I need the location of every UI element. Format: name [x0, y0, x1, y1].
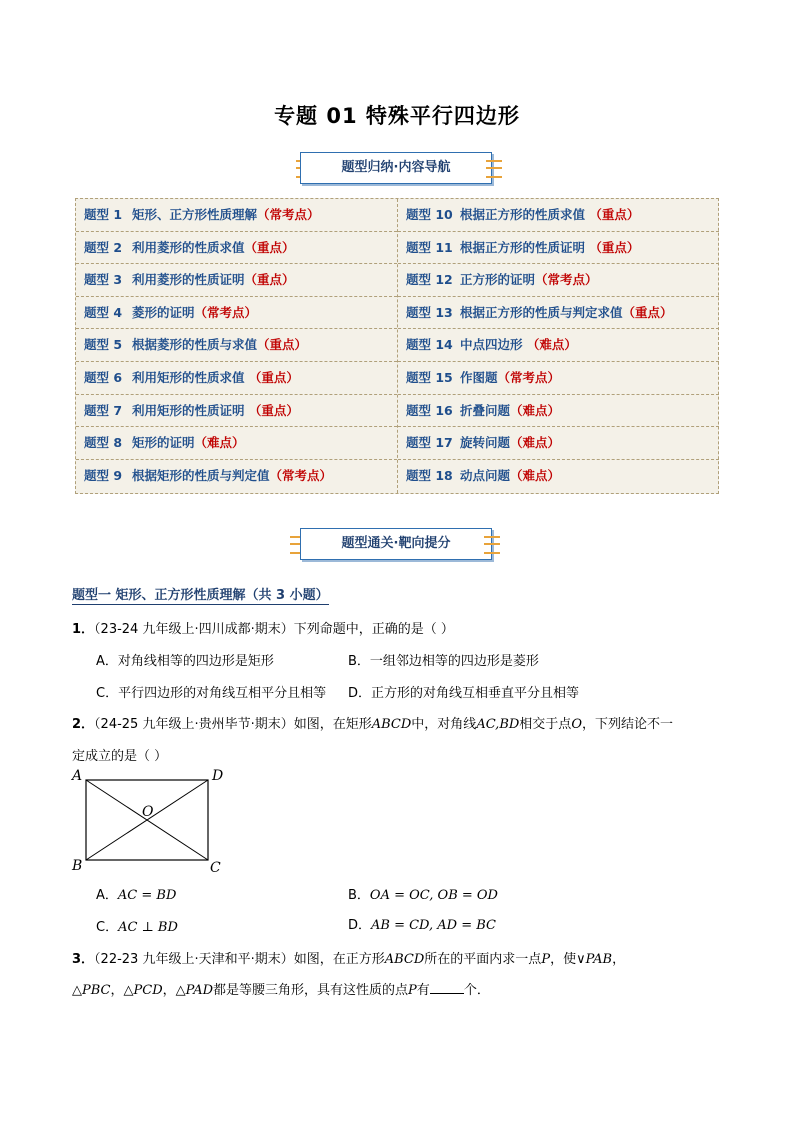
- nav-item[interactable]: 题型 2 利用菱形的性质求值（重点）: [76, 232, 397, 265]
- question-1-option-d[interactable]: D．正方形的对角线互相垂直平分且相等: [348, 686, 580, 701]
- vertex-label-a: A: [72, 768, 83, 784]
- vertex-label-c: C: [210, 860, 221, 876]
- nav-item[interactable]: 题型 8 矩形的证明（难点）: [76, 427, 397, 460]
- question-3-stem-line-2: △PBC，△PCD，△PAD都是等腰三角形，具有这性质的点P有 个．: [72, 983, 490, 998]
- question-2-option-b[interactable]: B．OA = OC, OB = OD: [348, 888, 498, 903]
- question-2-option-c[interactable]: C．AC ⊥ BD: [96, 920, 178, 935]
- question-1-option-c[interactable]: C．平行四边形的对角线互相平分且相等: [96, 686, 327, 701]
- question-1-stem: 1．（23-24 九年级上·四川成都·期末）下列命题中，正确的是（ ）: [72, 622, 454, 637]
- rectangle-figure: [66, 764, 230, 878]
- page-title: 专题 01 特殊平行四边形: [274, 104, 520, 128]
- nav-item[interactable]: 题型 12 正方形的证明（常考点）: [398, 264, 719, 297]
- center-label-o: O: [142, 804, 154, 820]
- question-1-option-a[interactable]: A．对角线相等的四边形是矩形: [96, 654, 274, 669]
- nav-item[interactable]: 题型 18 动点问题（难点）: [406, 467, 561, 483]
- nav-header-label: 题型归纳·内容导航: [300, 152, 492, 184]
- nav-item[interactable]: 题型 7 利用矩形的性质证明 （重点）: [76, 395, 397, 428]
- nav-item[interactable]: 题型 4 菱形的证明（常考点）: [76, 297, 397, 330]
- question-2-option-d[interactable]: D．AB = CD, AD = BC: [348, 918, 496, 933]
- answer-blank[interactable]: [430, 981, 464, 994]
- practice-section-header: [0, 528, 794, 562]
- nav-section-header: [0, 152, 794, 186]
- nav-item[interactable]: 题型 1 矩形、正方形性质理解（常考点）: [76, 199, 397, 232]
- nav-item[interactable]: 题型 3 利用菱形的性质证明（重点）: [76, 264, 397, 297]
- question-2-stem-line-2: 定成立的是（ ）: [72, 749, 168, 764]
- nav-item[interactable]: 题型 15 作图题（常考点）: [398, 362, 719, 395]
- nav-column-right: [397, 199, 719, 493]
- nav-item[interactable]: 题型 9 根据矩形的性质与判定值（常考点）: [84, 467, 333, 483]
- question-3-stem: 3．（22-23 九年级上·天津和平·期末）如图，在正方形ABCD所在的平面内求一点P，使∨PAB，: [72, 952, 626, 967]
- section-heading: 题型一 矩形、正方形性质理解（共 3 小题）: [72, 584, 329, 605]
- topic-navigation-table: [75, 198, 719, 494]
- question-1-option-b[interactable]: B．一组邻边相等的四边形是菱形: [348, 654, 539, 669]
- nav-item[interactable]: 题型 11 根据正方形的性质证明 （重点）: [398, 232, 719, 265]
- nav-item[interactable]: 题型 10 根据正方形的性质求值 （重点）: [398, 199, 719, 232]
- question-2-stem: 2．（24-25 九年级上·贵州毕节·期末）如图，在矩形ABCD中，对角线AC,BD相交于点O，下列结论不一: [72, 717, 673, 732]
- ladder-icon: [486, 160, 502, 178]
- nav-item[interactable]: 题型 13 根据正方形的性质与判定求值（重点）: [398, 297, 719, 330]
- nav-item[interactable]: 题型 16 折叠问题（难点）: [398, 395, 719, 428]
- nav-column-left: [76, 199, 397, 493]
- practice-header-label: 题型通关·靶向提分: [300, 528, 492, 560]
- nav-item[interactable]: 题型 17 旋转问题（难点）: [398, 427, 719, 460]
- nav-item[interactable]: 题型 14 中点四边形 （难点）: [398, 329, 719, 362]
- question-2-option-a[interactable]: A．AC = BD: [96, 888, 177, 903]
- nav-item[interactable]: 题型 6 利用矩形的性质求值 （重点）: [76, 362, 397, 395]
- ladder-icon: [484, 536, 500, 554]
- vertex-label-d: D: [212, 768, 224, 784]
- vertex-label-b: B: [72, 858, 83, 874]
- nav-item[interactable]: 题型 5 根据菱形的性质与求值（重点）: [76, 329, 397, 362]
